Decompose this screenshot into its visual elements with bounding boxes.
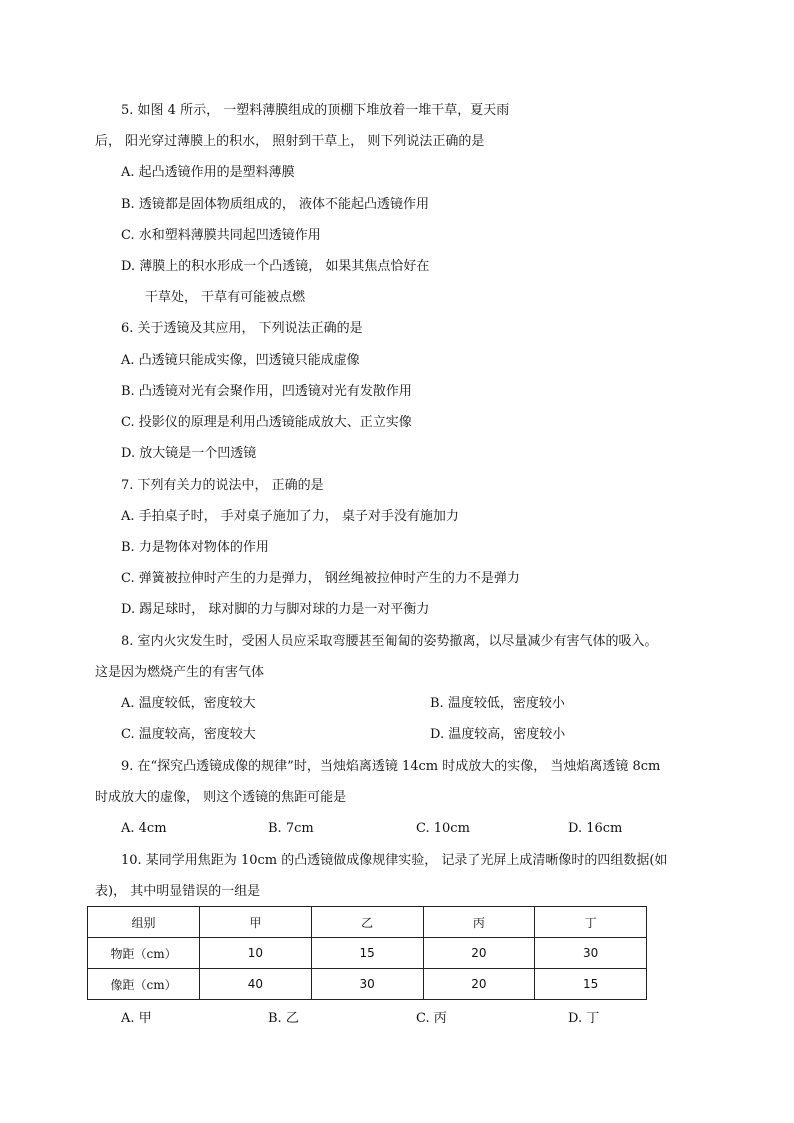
table-cell: 30: [311, 969, 423, 1000]
q8-stem-line2: 这是因为燃烧产生的有害气体: [95, 665, 265, 680]
table-cell: 20: [423, 969, 535, 1000]
q9-option-b: B. 7cm: [268, 821, 314, 836]
table-cell: 30: [535, 938, 647, 969]
q7-option-a: A. 手拍桌子时， 手对桌子施加了力， 桌子对手没有施加力: [121, 509, 459, 524]
q9-option-d: D. 16cm: [568, 821, 623, 836]
table-header-cell: 乙: [311, 907, 423, 938]
q10-stem-line2: 表)， 其中明显错误的一组是: [95, 884, 261, 899]
table-cell: 20: [423, 938, 535, 969]
q8-stem-line1: 8. 室内火灾发生时，受困人员应采取弯腰甚至匍匐的姿势撤离，以尽量减少有害气体的吸入。: [121, 634, 658, 649]
q10-data-table: [87, 906, 647, 1000]
table-cell: 15: [311, 938, 423, 969]
table-cell: 15: [535, 969, 647, 1000]
q6-option-c: C. 投影仪的原理是利用凸透镜能成放大、正立实像: [121, 415, 412, 430]
q10-option-b: B. 乙: [268, 1011, 299, 1026]
table-header-row: [88, 907, 647, 938]
q10-stem-line1: 10. 某同学用焦距为 10cm 的凸透镜做成像规律实验， 记录了光屏上成清晰像时的四组数据(如: [121, 853, 668, 868]
table-row: [88, 938, 647, 969]
table-row-label: 物距（cm）: [88, 938, 200, 969]
q6-stem: 6. 关于透镜及其应用， 下列说法正确的是: [121, 321, 363, 336]
table-header-cell: 丁: [535, 907, 647, 938]
table-cell: 40: [200, 969, 312, 1000]
q9-option-a: A. 4cm: [121, 821, 167, 836]
table-row: [88, 969, 647, 1000]
q8-option-a: A. 温度较低，密度较大: [121, 696, 256, 711]
table-row-label: 像距（cm）: [88, 969, 200, 1000]
q9-stem-line1: 9. 在“探究凸透镜成像的规律”时，当烛焰离透镜 14cm 时成放大的实像， 当烛焰离透镜 8cm: [121, 759, 661, 774]
q7-option-d: D. 踢足球时， 球对脚的力与脚对球的力是一对平衡力: [121, 602, 430, 617]
q10-option-d: D. 丁: [568, 1011, 600, 1026]
q9-option-c: C. 10cm: [416, 821, 470, 836]
q5-stem-line2: 后， 阳光穿过薄膜上的积水， 照射到干草上， 则下列说法正确的是: [95, 134, 485, 149]
q7-stem: 7. 下列有关力的说法中， 正确的是: [121, 478, 324, 493]
q7-option-c: C. 弹簧被拉伸时产生的力是弹力， 钢丝绳被拉伸时产生的力不是弹力: [121, 571, 520, 586]
q6-option-d: D. 放大镜是一个凹透镜: [121, 446, 257, 461]
q8-option-b: B. 温度较低，密度较小: [430, 696, 565, 711]
q5-option-c: C. 水和塑料薄膜共同起凹透镜作用: [121, 228, 321, 243]
q5-option-b: B. 透镜都是固体物质组成的， 液体不能起凸透镜作用: [121, 197, 429, 212]
q10-option-a: A. 甲: [121, 1011, 152, 1026]
table-header-cell: 甲: [200, 907, 312, 938]
q8-option-d: D. 温度较高，密度较小: [430, 727, 566, 742]
q7-option-b: B. 力是物体对物体的作用: [121, 540, 269, 555]
q5-stem-line1: 5. 如图 4 所示， 一塑料薄膜组成的顶棚下堆放着一堆干草，夏天雨: [121, 103, 510, 118]
table-header-cell: 组别: [88, 907, 200, 938]
q6-option-a: A. 凸透镜只能成实像，凹透镜只能成虚像: [121, 353, 360, 368]
q5-option-d-cont: 干草处， 干草有可能被点燃: [145, 290, 306, 305]
q8-option-c: C. 温度较高，密度较大: [121, 727, 256, 742]
table-cell: 10: [200, 938, 312, 969]
q6-option-b: B. 凸透镜对光有会聚作用，凹透镜对光有发散作用: [121, 384, 412, 399]
q5-option-a: A. 起凸透镜作用的是塑料薄膜: [121, 165, 295, 180]
q9-stem-line2: 时成放大的虚像， 则这个透镜的焦距可能是: [95, 790, 347, 805]
q5-option-d: D. 薄膜上的积水形成一个凸透镜， 如果其焦点恰好在: [121, 259, 430, 274]
q10-option-c: C. 丙: [416, 1011, 447, 1026]
table-header-cell: 丙: [423, 907, 535, 938]
